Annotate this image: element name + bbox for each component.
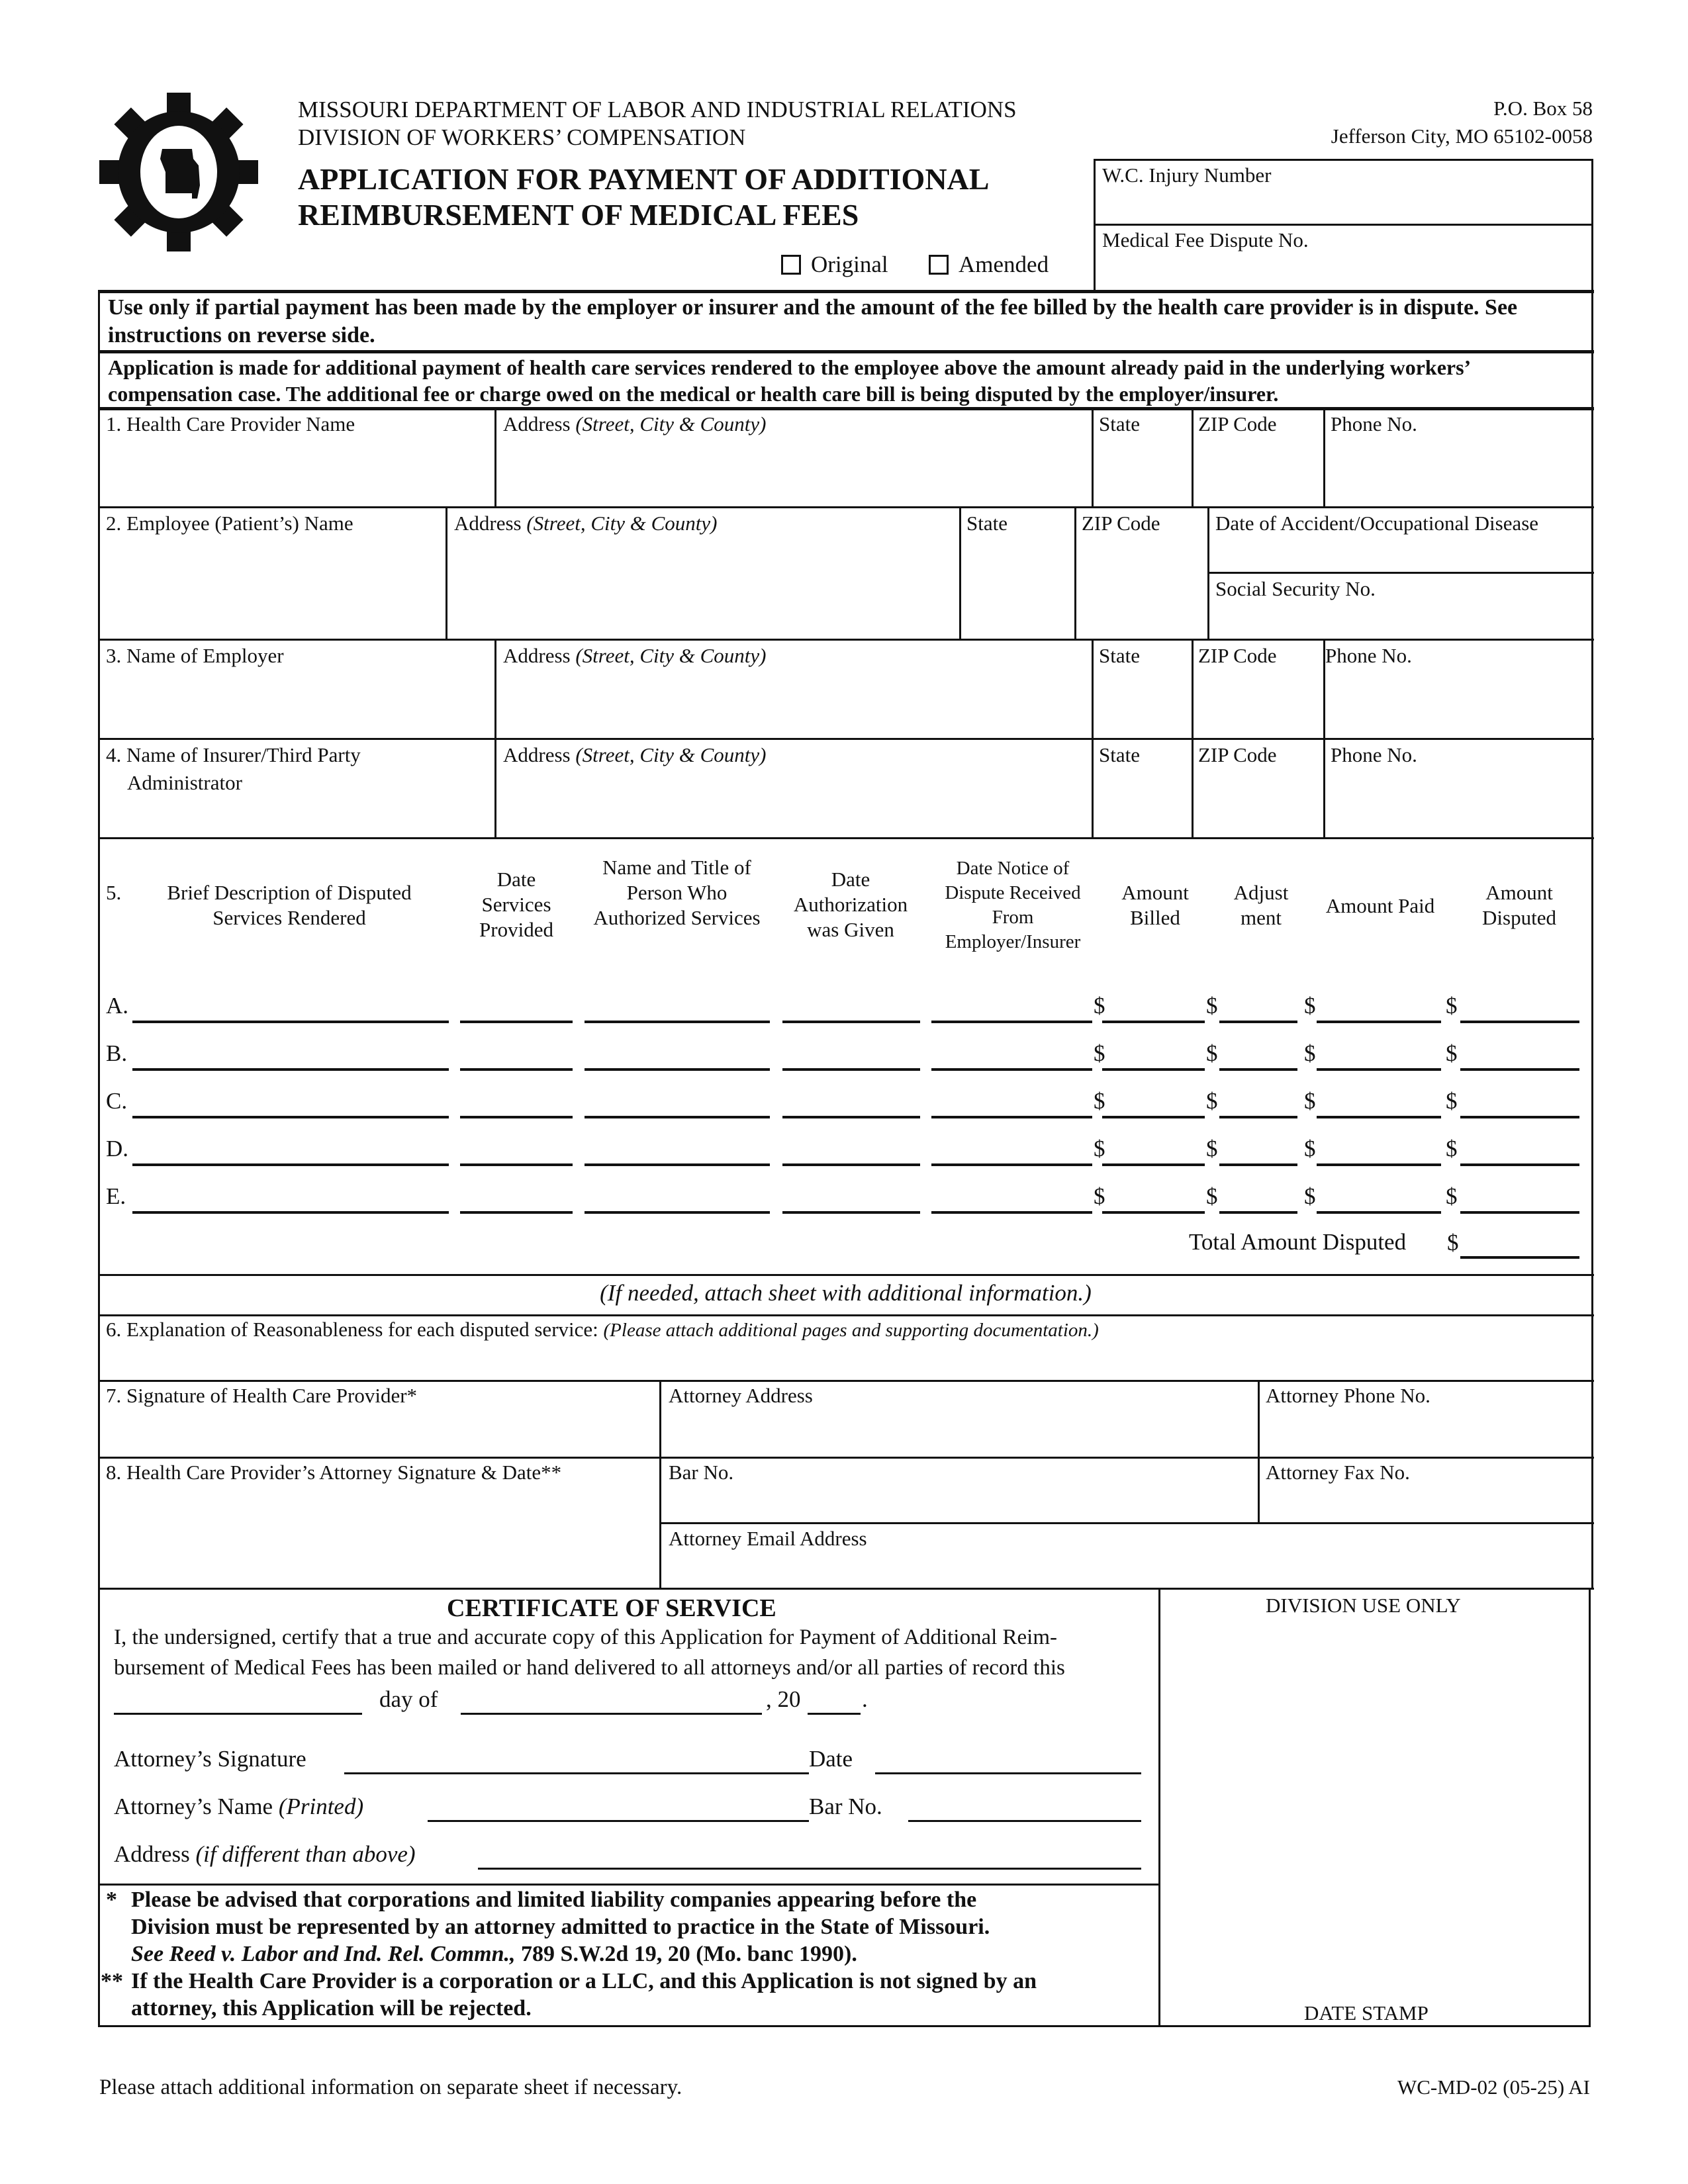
vertical-rule — [1092, 408, 1094, 508]
vertical-rule — [1323, 408, 1325, 508]
dollar-sign: $ — [1094, 1183, 1105, 1209]
explanation-text: 6. Explanation of Reasonableness for each disputed service: — [106, 1318, 598, 1341]
employee-zip-label: ZIP Code — [1082, 512, 1160, 535]
employer-zip-label: ZIP Code — [1198, 644, 1277, 667]
service-field-date-authorization[interactable] — [782, 1116, 920, 1118]
service-row-letter: C. — [106, 1088, 128, 1114]
service-field-adjustment[interactable] — [1219, 1116, 1297, 1118]
vertical-rule — [494, 408, 496, 508]
cert-address-field[interactable] — [478, 1868, 1141, 1870]
dollar-sign: $ — [1206, 1040, 1218, 1066]
insurer-name-label: 4. Name of Insurer/Third Party — [106, 743, 361, 766]
employee-state-label: State — [966, 512, 1008, 535]
attorney-phone-label: Attorney Phone No. — [1266, 1384, 1430, 1407]
service-field-description[interactable] — [132, 1021, 449, 1023]
employer-address-label — [503, 643, 767, 668]
vertical-rule — [1591, 290, 1593, 1589]
insurer-name-label-2: Administrator — [127, 771, 242, 794]
section-5-number: 5. — [106, 881, 122, 904]
service-field-authorized-by[interactable] — [585, 1116, 770, 1118]
service-field-description[interactable] — [132, 1163, 449, 1166]
injury-number-label: W.C. Injury Number — [1102, 163, 1272, 187]
period: . — [862, 1686, 868, 1712]
attorney-signature-field[interactable] — [344, 1772, 809, 1774]
service-field-description[interactable] — [132, 1116, 449, 1118]
dispute-number-label: Medical Fee Dispute No. — [1102, 228, 1309, 251]
printed-hint: (Printed) — [278, 1794, 364, 1819]
vertical-rule — [1158, 1588, 1160, 2026]
dollar-sign: $ — [1094, 1136, 1105, 1161]
dollar-sign: $ — [1446, 1183, 1458, 1209]
dollar-sign: $ — [1446, 1088, 1458, 1114]
horizontal-rule — [1207, 572, 1594, 574]
vertical-rule — [1258, 1381, 1260, 1523]
horizontal-rule — [98, 1457, 1594, 1459]
service-field-amount-billed[interactable] — [1102, 1211, 1205, 1214]
service-field-adjustment[interactable] — [1219, 1211, 1297, 1214]
date-label: Date — [809, 1746, 853, 1772]
service-field-amount-paid[interactable] — [1317, 1068, 1441, 1071]
dispute-number-field[interactable] — [1099, 255, 1589, 288]
bar-number-label: Bar No. — [669, 1461, 734, 1484]
provider-address-field[interactable] — [498, 440, 1090, 504]
horizontal-rule — [98, 639, 1594, 641]
dollar-sign: $ — [1304, 1183, 1316, 1209]
header-amount-disputed: Amount Disputed — [1482, 881, 1556, 929]
dollar-sign: $ — [1094, 1040, 1105, 1066]
horizontal-rule — [1094, 159, 1593, 161]
service-day-field[interactable] — [114, 1713, 362, 1715]
service-field-authorized-by[interactable] — [585, 1021, 770, 1023]
attorney-signature-cert-label: Attorney’s Signature — [114, 1746, 306, 1772]
service-field-amount-disputed[interactable] — [1460, 1021, 1579, 1023]
address-text: Address — [503, 743, 571, 766]
po-box: P.O. Box 58 — [1493, 97, 1593, 120]
vertical-rule — [1192, 408, 1194, 508]
vertical-rule — [1192, 739, 1194, 839]
attach-note: (If needed, attach sheet with additional information.) — [600, 1280, 1092, 1306]
certificate-text-1: I, the undersigned, certify that a true and accurate copy of this Application for Payment of Additional Reim- — [114, 1625, 1057, 1649]
provider-zip-label: ZIP Code — [1198, 412, 1277, 435]
horizontal-rule — [98, 506, 1594, 508]
dollar-sign: $ — [1304, 1088, 1316, 1114]
vertical-rule — [659, 1381, 661, 1589]
address-hint: (Street, City & County) — [575, 644, 767, 667]
service-field-date-authorization[interactable] — [782, 1021, 920, 1023]
attorney-name-field[interactable] — [428, 1820, 809, 1822]
total-disputed-label: Total Amount Disputed — [1189, 1229, 1407, 1255]
vertical-rule — [1323, 739, 1325, 839]
address-hint: (Street, City & County) — [526, 512, 718, 535]
horizontal-rule — [659, 1522, 1594, 1524]
service-field-amount-paid[interactable] — [1317, 1163, 1441, 1166]
provider-state-label: State — [1099, 412, 1140, 435]
amended-checkbox[interactable] — [929, 255, 949, 275]
employee-name-field[interactable] — [101, 539, 444, 636]
service-field-authorized-by[interactable] — [585, 1068, 770, 1071]
address-hint: (Street, City & County) — [575, 412, 767, 435]
horizontal-rule — [98, 350, 1594, 353]
horizontal-rule — [98, 1314, 1594, 1316]
service-field-amount-paid[interactable] — [1317, 1116, 1441, 1118]
service-field-amount-billed[interactable] — [1102, 1068, 1205, 1071]
footer-note: Please attach additional information on separate sheet if necessary. — [99, 2075, 682, 2099]
footnote-double-star: ** — [101, 1969, 123, 1993]
header-date-authorization: Date Authorization was Given — [793, 868, 908, 941]
provider-phone-label: Phone No. — [1331, 412, 1417, 435]
vertical-rule — [98, 290, 100, 1589]
header-adjustment: Adjust ment — [1233, 881, 1289, 929]
header-amount-paid: Amount Paid — [1325, 894, 1435, 917]
certificate-text-2: bursement of Medical Fees has been mailed or hand delivered to all attorneys and/or all parties of record this — [114, 1656, 1065, 1680]
service-row-letter: E. — [106, 1183, 126, 1209]
injury-number-field[interactable] — [1099, 189, 1589, 222]
service-field-date-services[interactable] — [460, 1116, 573, 1118]
service-field-date-notice[interactable] — [931, 1021, 1092, 1023]
horizontal-rule — [98, 290, 1594, 293]
vertical-rule — [1074, 508, 1076, 640]
dollar-sign: $ — [1094, 993, 1105, 1019]
provider-name-label: 1. Health Care Provider Name — [106, 412, 355, 435]
cert-bar-number-field[interactable] — [908, 1820, 1141, 1822]
explanation-hint: (Please attach additional pages and supporting documentation.) — [603, 1320, 1099, 1341]
service-row-letter: B. — [106, 1040, 128, 1066]
amended-label: Amended — [959, 251, 1049, 277]
form-title-line1: APPLICATION FOR PAYMENT OF ADDITIONAL — [298, 162, 990, 196]
usage-notice: Use only if partial payment has been made by the employer or insurer and the amount of the fee billed by the health care provider is in dispute. See instructions on reverse side. — [108, 295, 1518, 347]
form-number: WC-MD-02 (05-25) AI — [1397, 2075, 1590, 2099]
provider-signature-label: 7. Signature of Health Care Provider* — [106, 1384, 418, 1407]
vertical-rule — [1092, 739, 1094, 839]
explanation-label — [106, 1317, 1099, 1343]
header-description: Brief Description of Disputed Services Rendered — [167, 881, 412, 929]
employee-name-label: 2. Employee (Patient’s) Name — [106, 512, 353, 535]
service-field-authorized-by[interactable] — [585, 1163, 770, 1166]
service-field-adjustment[interactable] — [1219, 1021, 1297, 1023]
dollar-sign: $ — [1206, 1088, 1218, 1114]
application-notice: Application is made for additional payment of health care services rendered to the employee above the amount already paid in the underlying workers’ compensation case. The additional fee or charge owed on the medical or health care bill is being disputed by the employer/insurer. — [108, 355, 1470, 406]
service-row-letter: D. — [106, 1136, 129, 1161]
address-text: Address — [503, 644, 571, 667]
date-stamp-label: DATE STAMP — [1304, 2001, 1429, 2025]
employer-phone-label: Phone No. — [1325, 644, 1412, 667]
provider-name-field[interactable] — [101, 440, 492, 504]
year-prefix: , 20 — [766, 1686, 801, 1712]
cert-bar-number-label: Bar No. — [809, 1794, 882, 1819]
service-field-description[interactable] — [132, 1211, 449, 1214]
footnote-star: * — [106, 1888, 117, 1912]
footnote-1-line1: Please be advised that corporations and limited liability companies appearing before the — [131, 1888, 977, 1912]
form-title-line2: REIMBURSEMENT OF MEDICAL FEES — [298, 198, 859, 232]
attorney-name-text: Attorney’s Name — [114, 1794, 273, 1819]
service-field-date-services[interactable] — [460, 1021, 573, 1023]
division-use-only: DIVISION USE ONLY — [1266, 1594, 1461, 1617]
header-date-services: Date Services Provided — [479, 868, 553, 941]
case-citation: See Reed v. Labor and Ind. Rel. Commn., — [131, 1942, 516, 1966]
attorney-fax-label: Attorney Fax No. — [1266, 1461, 1410, 1484]
service-field-date-authorization[interactable] — [782, 1163, 920, 1166]
footnote-2-line2: attorney, this Application will be rejected. — [131, 1996, 532, 2021]
provider-address-label — [503, 412, 767, 437]
dollar-sign: $ — [1446, 1136, 1458, 1161]
horizontal-rule — [98, 407, 1594, 410]
attorney-signature-label: 8. Health Care Provider’s Attorney Signature & Date** — [106, 1461, 562, 1484]
service-field-date-services[interactable] — [460, 1068, 573, 1071]
vertical-rule — [959, 508, 961, 640]
horizontal-rule — [1094, 224, 1593, 226]
dollar-sign: $ — [1206, 993, 1218, 1019]
original-label: Original — [811, 251, 888, 277]
dollar-sign: $ — [1304, 993, 1316, 1019]
cert-address-label — [114, 1841, 416, 1868]
dollar-sign: $ — [1094, 1088, 1105, 1114]
vertical-rule — [1094, 159, 1096, 291]
address-text: Address — [114, 1841, 190, 1867]
header-date-notice: Date Notice of Dispute Received From Employer/Insurer — [945, 858, 1081, 952]
vertical-rule — [98, 1588, 100, 2026]
service-row-letter: A. — [106, 993, 129, 1019]
service-field-amount-paid[interactable] — [1317, 1211, 1441, 1214]
insurer-phone-label: Phone No. — [1331, 743, 1417, 766]
insurer-state-label: State — [1099, 743, 1140, 766]
service-field-amount-disputed[interactable] — [1460, 1068, 1579, 1071]
header-amount-billed: Amount Billed — [1121, 881, 1189, 929]
dollar-sign: $ — [1446, 1040, 1458, 1066]
attorney-name-label — [114, 1794, 363, 1820]
header-authorized-by: Name and Title of Person Who Authorized Services — [593, 856, 761, 929]
service-field-amount-billed[interactable] — [1102, 1021, 1205, 1023]
vertical-rule — [1207, 508, 1209, 640]
service-field-amount-paid[interactable] — [1317, 1021, 1441, 1023]
vertical-rule — [1589, 1588, 1591, 2026]
dollar-sign: $ — [1446, 993, 1458, 1019]
service-field-date-notice[interactable] — [931, 1068, 1092, 1071]
date-field[interactable] — [875, 1772, 1141, 1774]
service-field-authorized-by[interactable] — [585, 1211, 770, 1214]
service-field-amount-disputed[interactable] — [1460, 1163, 1579, 1166]
horizontal-rule — [98, 1588, 1594, 1590]
service-year-field[interactable] — [808, 1713, 861, 1715]
service-month-field[interactable] — [461, 1713, 762, 1715]
horizontal-rule — [98, 738, 1594, 740]
insurer-zip-label: ZIP Code — [1198, 743, 1277, 766]
original-checkbox[interactable] — [781, 255, 801, 275]
vertical-rule — [1092, 640, 1094, 739]
city-address: Jefferson City, MO 65102-0058 — [1331, 124, 1593, 148]
explanation-field[interactable] — [101, 1343, 1590, 1378]
vertical-rule — [1591, 159, 1593, 291]
address-text: Address — [503, 412, 571, 435]
vertical-rule — [494, 640, 496, 739]
vertical-rule — [494, 739, 496, 839]
dollar-sign: $ — [1304, 1040, 1316, 1066]
address-hint: (if different than above) — [195, 1841, 416, 1867]
service-field-date-authorization[interactable] — [782, 1068, 920, 1071]
service-field-description[interactable] — [132, 1068, 449, 1071]
day-of-label: day of — [379, 1686, 438, 1712]
employee-address-label — [454, 511, 718, 536]
missouri-gear-logo — [99, 93, 258, 251]
date-accident-label: Date of Accident/Occupational Disease — [1215, 512, 1539, 535]
employer-name-label: 3. Name of Employer — [106, 644, 284, 667]
service-field-date-services[interactable] — [460, 1211, 573, 1214]
service-field-adjustment[interactable] — [1219, 1163, 1297, 1166]
service-field-adjustment[interactable] — [1219, 1068, 1297, 1071]
service-field-amount-disputed[interactable] — [1460, 1116, 1579, 1118]
service-field-date-authorization[interactable] — [782, 1211, 920, 1214]
dollar-sign: $ — [1206, 1183, 1218, 1209]
dollar-sign: $ — [1206, 1136, 1218, 1161]
service-field-date-services[interactable] — [460, 1163, 573, 1166]
service-field-date-notice[interactable] — [931, 1116, 1092, 1118]
horizontal-rule — [98, 837, 1594, 839]
horizontal-rule — [98, 1380, 1594, 1382]
attorney-address-label: Attorney Address — [669, 1384, 813, 1407]
service-field-date-notice[interactable] — [931, 1163, 1092, 1166]
dollar-sign: $ — [1304, 1136, 1316, 1161]
citation-text: 789 S.W.2d 19, 20 (Mo. banc 1990). — [515, 1942, 857, 1966]
footnote-2-line1: If the Health Care Provider is a corporation or a LLC, and this Application is not signed by an — [131, 1969, 1037, 1993]
footnote-1-line3 — [131, 1942, 857, 1967]
attorney-email-label: Attorney Email Address — [669, 1527, 867, 1550]
address-hint: (Street, City & County) — [575, 743, 767, 766]
total-dollar-sign: $ — [1447, 1230, 1459, 1255]
service-field-amount-billed[interactable] — [1102, 1163, 1205, 1166]
footnote-1-line2: Division must be represented by an attorney admitted to practice in the State of Missouri. — [131, 1915, 990, 1939]
service-field-amount-disputed[interactable] — [1460, 1211, 1579, 1214]
department-name: MISSOURI DEPARTMENT OF LABOR AND INDUSTRIAL RELATIONS — [298, 97, 1017, 122]
vertical-rule — [445, 508, 447, 640]
horizontal-rule — [98, 2025, 1591, 2027]
insurer-address-label — [503, 743, 767, 768]
vertical-rule — [1192, 640, 1194, 739]
address-text: Address — [454, 512, 522, 535]
total-disputed-field[interactable] — [1460, 1256, 1579, 1259]
service-field-amount-billed[interactable] — [1102, 1116, 1205, 1118]
horizontal-rule — [98, 1274, 1594, 1276]
division-name: DIVISION OF WORKERS’ COMPENSATION — [298, 124, 746, 150]
ssn-label: Social Security No. — [1215, 577, 1376, 600]
employer-state-label: State — [1099, 644, 1140, 667]
horizontal-rule — [98, 1884, 1160, 1886]
service-field-date-notice[interactable] — [931, 1211, 1092, 1214]
certificate-title: CERTIFICATE OF SERVICE — [447, 1594, 776, 1622]
